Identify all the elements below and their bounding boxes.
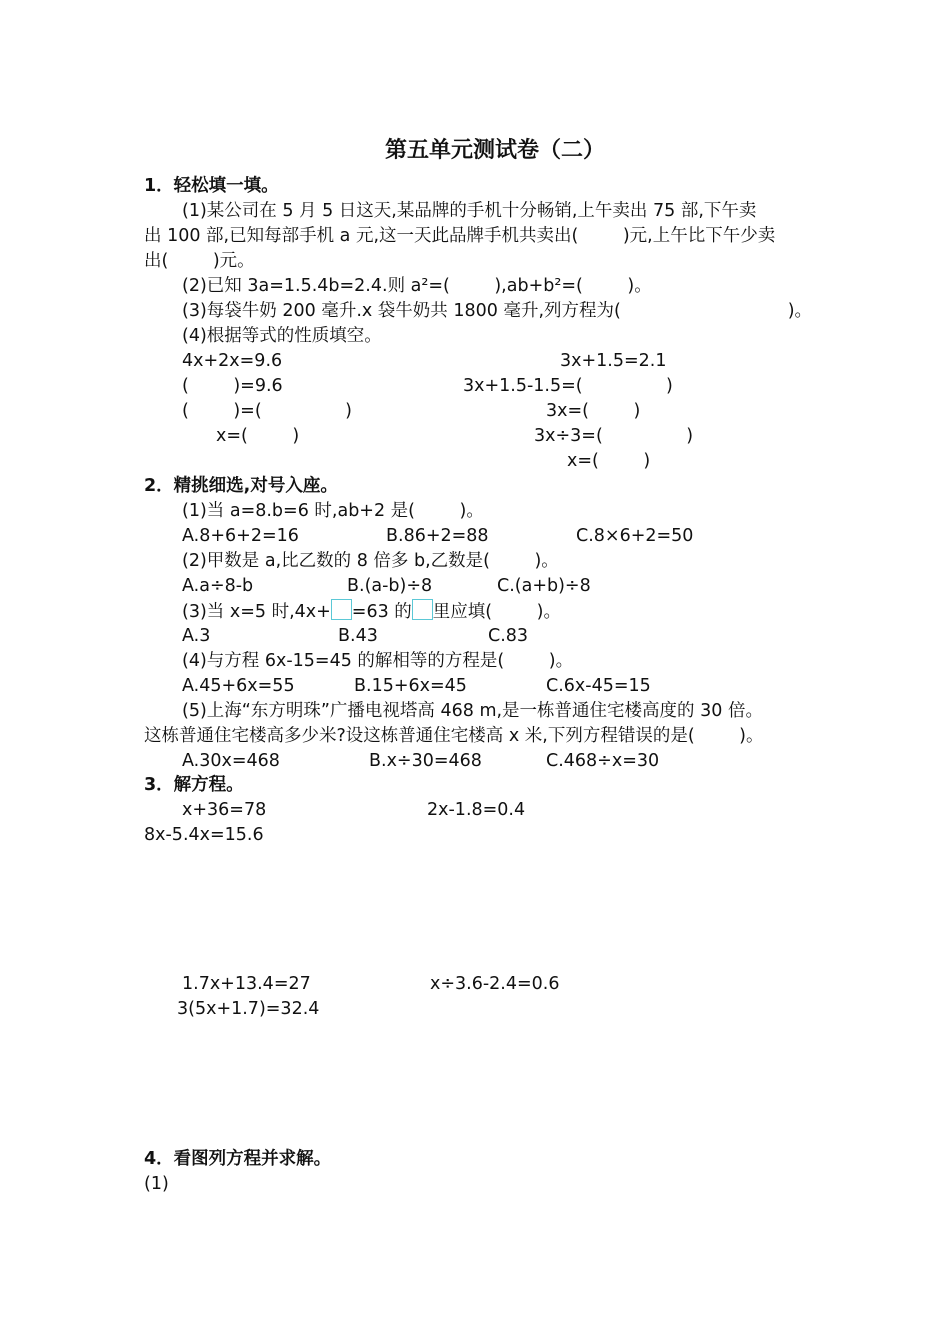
s2-q4: (4)与方程 6x-15=45 的解相等的方程是( )。 — [182, 651, 574, 671]
s2-q4-option-c: C.6x-45=15 — [546, 676, 651, 696]
s1-q2: (2)已知 3a=1.5.4b=2.4.则 a²=( ),ab+b²=( )。 — [182, 276, 652, 296]
s1-q1-line2: 出 100 部,已知每部手机 a 元,这一天此品牌手机共卖出( )元,上午比下午少卖 — [144, 226, 776, 246]
blank-box — [412, 599, 433, 620]
equation-1: x+36=78 — [182, 800, 267, 820]
s2-q3-option-a: A.3 — [182, 626, 211, 646]
section-3-heading: 3．解方程。 — [144, 775, 244, 795]
equation-3: 8x-5.4x=15.6 — [144, 825, 264, 845]
section-2-heading: 2．精挑细选,对号入座。 — [144, 476, 338, 496]
s2-q2-option-b: B.(a-b)÷8 — [347, 576, 433, 596]
s2-q5-option-c: C.468÷x=30 — [546, 751, 660, 771]
s2-q2: (2)甲数是 a,比乙数的 8 倍多 b,乙数是( )。 — [182, 551, 559, 571]
s1-q3: (3)每袋牛奶 200 毫升.x 袋牛奶共 1800 毫升,列方程为( )。 — [182, 301, 813, 321]
s1-q1-line1: (1)某公司在 5 月 5 日这天,某品牌的手机十分畅销,上午卖出 75 部,下午卖 — [182, 201, 757, 221]
s1-left-step-2: ( )=9.6 — [182, 376, 283, 396]
equation-6: 3(5x+1.7)=32.4 — [177, 999, 320, 1019]
s2-q1-option-b: B.86+2=88 — [386, 526, 489, 546]
s2-q3-option-b: B.43 — [338, 626, 378, 646]
s2-q2-option-a: A.a÷8-b — [182, 576, 254, 596]
s2-q4-option-a: A.45+6x=55 — [182, 676, 295, 696]
s2-q5-line2: 这栋普通住宅楼高多少米?设这栋普通住宅楼高 x 米,下列方程错误的是( )。 — [144, 726, 764, 746]
s2-q1-option-a: A.8+6+2=16 — [182, 526, 299, 546]
equation-2: 2x-1.8=0.4 — [427, 800, 526, 820]
s1-q4: (4)根据等式的性质填空。 — [182, 326, 382, 346]
s2-q5-line1: (5)上海“东方明珠”广播电视塔高 468 m,是一栋普通住宅楼高度的 30 倍。 — [182, 701, 763, 721]
equation-4: 1.7x+13.4=27 — [182, 974, 311, 994]
page-title: 第五单元测试卷（二） — [384, 137, 605, 163]
s1-left-step-1: 4x+2x=9.6 — [182, 351, 283, 371]
s2-q3-text-b: =63 的 — [351, 602, 412, 622]
s2-q5-option-b: B.x÷30=468 — [369, 751, 482, 771]
s1-right-step-5: x=( ) — [567, 451, 651, 471]
s1-left-step-4: x=( ) — [216, 426, 300, 446]
s1-right-step-2: 3x+1.5-1.5=( ) — [463, 376, 673, 396]
s2-q3-text-a: (3)当 x=5 时,4x+ — [182, 602, 331, 622]
s2-q1-option-c: C.8×6+2=50 — [576, 526, 694, 546]
s2-q3-text-c: 里应填( )。 — [432, 602, 561, 622]
s4-sub1-label: (1) — [144, 1174, 169, 1194]
s1-right-step-1: 3x+1.5=2.1 — [560, 351, 667, 371]
s1-left-step-3: ( )=( ) — [182, 401, 352, 421]
equation-5: x÷3.6-2.4=0.6 — [430, 974, 560, 994]
s2-q2-option-c: C.(a+b)÷8 — [497, 576, 591, 596]
s2-q3-option-c: C.83 — [488, 626, 529, 646]
section-4-heading: 4．看图列方程并求解。 — [144, 1149, 332, 1169]
s1-right-step-4: 3x÷3=( ) — [534, 426, 694, 446]
s2-q3 — [182, 599, 561, 624]
s2-q4-option-b: B.15+6x=45 — [354, 676, 467, 696]
blank-box — [331, 599, 352, 620]
section-1-heading: 1．轻松填一填。 — [144, 176, 279, 196]
s2-q1: (1)当 a=8.b=6 时,ab+2 是( )。 — [182, 501, 484, 521]
s2-q5-option-a: A.30x=468 — [182, 751, 280, 771]
s1-right-step-3: 3x=( ) — [546, 401, 641, 421]
s1-q1-line3: 出( )元。 — [144, 251, 255, 271]
